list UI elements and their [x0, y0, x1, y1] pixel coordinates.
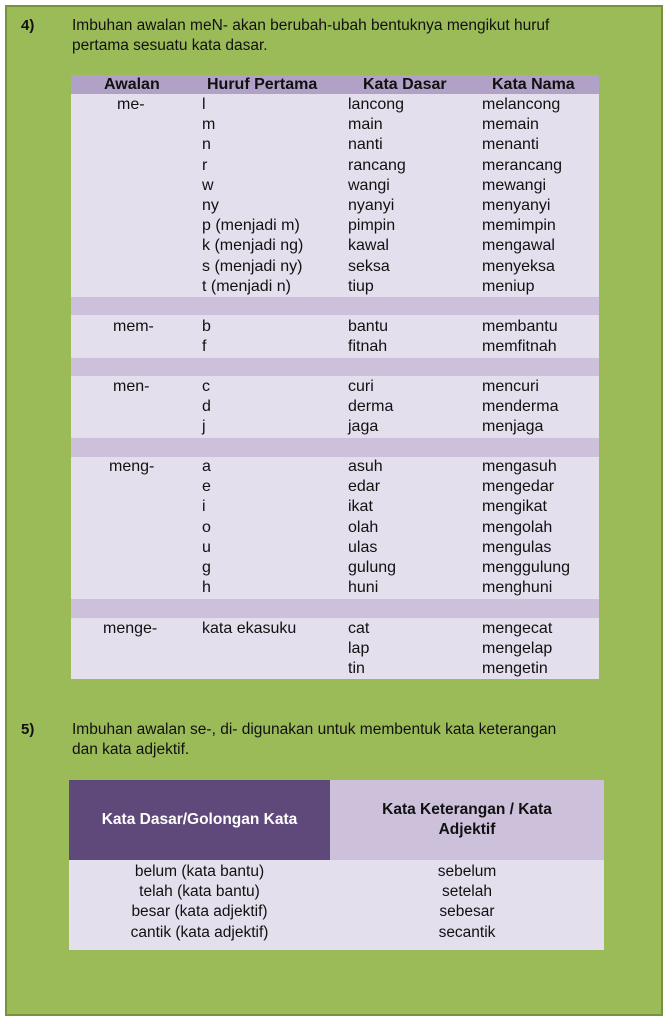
group-meng-nama: mengasuh mengedar mengikat mengolah mengulas menggulung menghuni — [482, 458, 571, 597]
group-menge-dasar: cat lap tin — [348, 620, 370, 678]
header-huruf-pertama: Huruf Pertama — [207, 76, 318, 93]
prefix-table-header — [71, 75, 599, 94]
group-me-huruf: l m n r w ny p (menjadi m) k (menjadi ng) s (menjadi ny) t (menjadi n) — [202, 96, 304, 295]
section-4-text — [72, 16, 549, 56]
header-kata-keterangan-line1: Kata Keterangan / Kata — [382, 801, 552, 818]
header-kata-keterangan-line2: Adjektif — [438, 821, 496, 838]
section-5-number: 5) — [21, 721, 35, 738]
section-4-text-line1: Imbuhan awalan meN- akan berubah-ubah bentuknya mengikut huruf — [72, 17, 550, 34]
adjective-table — [69, 780, 604, 950]
group-menge-nama: mengecat mengelap mengetin — [482, 620, 553, 678]
header-kata-nama: Kata Nama — [492, 76, 575, 93]
row-separator — [71, 599, 599, 618]
header-awalan: Awalan — [104, 76, 160, 93]
section-5-text-line2: dan kata adjektif. — [72, 741, 190, 758]
group-meng-huruf: a e i o u g h — [202, 458, 211, 597]
section-5-text — [72, 720, 556, 760]
header-kata-keterangan — [330, 780, 604, 860]
group-mem-huruf: b f — [202, 318, 211, 356]
section-4-number: 4) — [21, 17, 35, 34]
column-kata-dasar: belum (kata bantu) telah (kata bantu) besar (kata adjektif) cantik (kata adjektif) — [130, 863, 269, 941]
section-4-text-line2: pertama sesuatu kata dasar. — [72, 37, 268, 54]
group-me-nama: melancong memain menanti merancang mewangi menyanyi memimpin mengawal menyeksa meniup — [482, 96, 563, 295]
column-kata-keterangan: sebelum setelah sebesar secantik — [437, 863, 497, 941]
row-separator — [71, 438, 599, 457]
group-men-dasar: curi derma jaga — [348, 378, 394, 436]
group-men-huruf: c d j — [202, 378, 211, 436]
row-separator — [71, 297, 599, 315]
header-kata-dasar-golongan: Kata Dasar/Golongan Kata — [69, 780, 330, 860]
group-meng-awalan: meng- — [109, 458, 155, 475]
prefix-table — [71, 75, 599, 679]
header-kata-dasar: Kata Dasar — [363, 76, 447, 93]
section-5-text-line1: Imbuhan awalan se-, di- digunakan untuk membentuk kata keterangan — [72, 721, 557, 738]
group-meng-dasar: asuh edar ikat olah ulas gulung huni — [348, 458, 397, 597]
group-mem-nama: membantu memfitnah — [482, 318, 558, 356]
row-separator — [71, 358, 599, 376]
group-menge-awalan: menge- — [103, 620, 158, 637]
group-me-awalan: me- — [117, 96, 145, 113]
group-me-dasar: lancong main nanti rancang wangi nyanyi pimpin kawal seksa tiup — [348, 96, 406, 295]
group-men-nama: mencuri menderma menjaga — [482, 378, 559, 436]
group-mem-awalan: mem- — [113, 318, 154, 335]
group-menge-huruf: kata ekasuku — [202, 620, 297, 637]
group-men-awalan: men- — [113, 378, 150, 395]
group-mem-dasar: bantu fitnah — [348, 318, 389, 356]
